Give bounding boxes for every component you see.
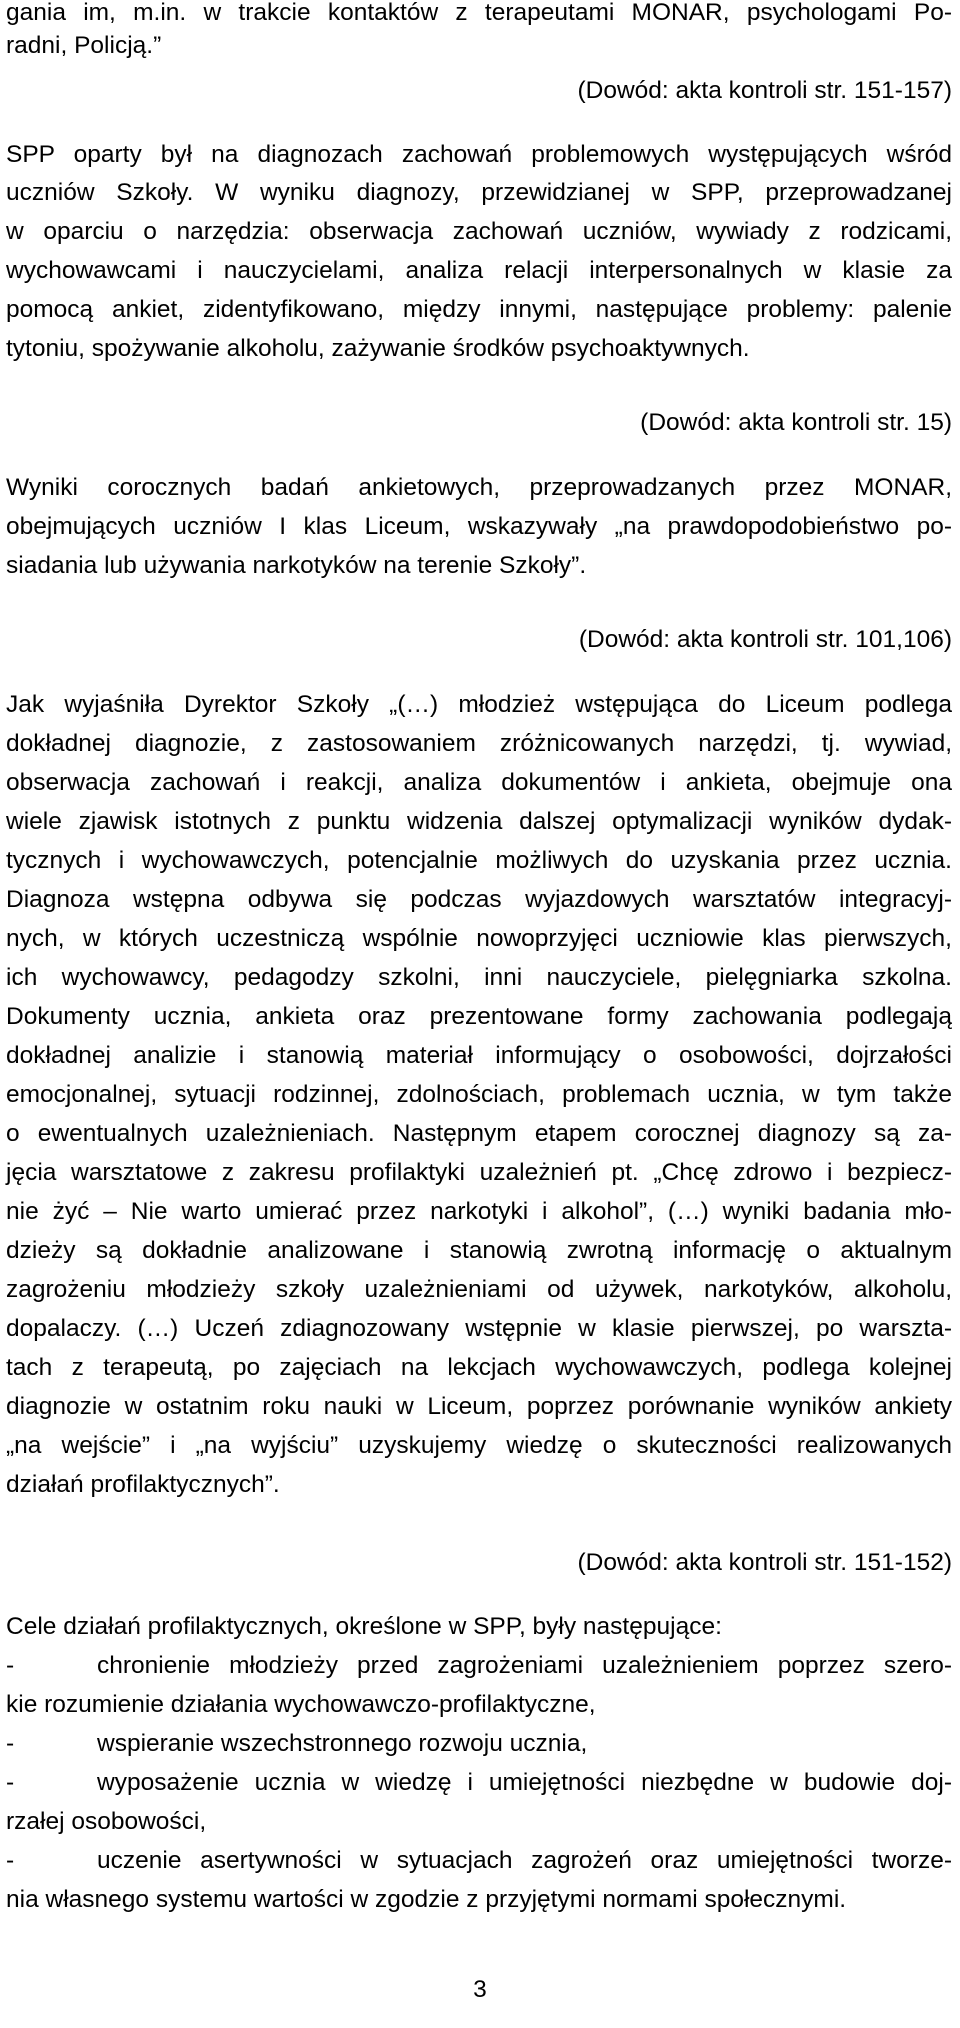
page-number: 3	[473, 1976, 487, 2003]
text-line: o ewentualnych uzależnieniach. Następnym etapem corocznej diagnozy są za-	[6, 1120, 952, 1147]
list-item-line: chronienie młodzieży przed zagrożeniami uzależnieniem poprzez szero-	[97, 1652, 952, 1679]
text-line: obejmujących uczniów I klas Liceum, wskazywały „na prawdopodobieństwo po-	[6, 513, 952, 540]
evidence-reference: (Dowód: akta kontroli str. 151-157)	[577, 77, 952, 104]
text-line: Dokumenty ucznia, ankieta oraz prezentowane formy zachowania podlegają	[6, 1003, 952, 1030]
text-line: siadania lub używania narkotyków na terenie Szkoły”.	[6, 552, 587, 579]
text-line: Diagnoza wstępna odbywa się podczas wyjazdowych warsztatów integracyj-	[6, 886, 952, 913]
text-line: tach z terapeutą, po zajęciach na lekcjach wychowawczych, podlega kolejnej	[6, 1354, 952, 1381]
list-intro: Cele działań profilaktycznych, określone w SPP, były następujące:	[6, 1613, 722, 1640]
text-line: nych, w których uczestniczą wspólnie nowoprzyjęci uczniowie klas pierwszych,	[6, 925, 952, 952]
text-line: radni, Policją.”	[6, 32, 162, 59]
text-line: dokładnej analizie i stanowią materiał informujący o osobowości, dojrzałości	[6, 1042, 952, 1069]
text-line: diagnozie w ostatnim roku nauki w Liceum, poprzez porównanie wyników ankiety	[6, 1393, 952, 1420]
text-line: działań profilaktycznych”.	[6, 1471, 280, 1498]
text-line: dokładnej diagnozie, z zastosowaniem zróżnicowanych narzędzi, tj. wywiad,	[6, 730, 952, 757]
text-line: tytoniu, spożywanie alkoholu, zażywanie środków psychoaktywnych.	[6, 335, 750, 362]
list-item-line: uczenie asertywności w sytuacjach zagrożeń oraz umiejętności tworze-	[97, 1847, 952, 1874]
text-line: obserwacja zachowań i reakcji, analiza dokumentów i ankieta, obejmuje ona	[6, 769, 952, 796]
text-line: wychowawcami i nauczycielami, analiza relacji interpersonalnych w klasie za	[6, 257, 952, 284]
list-bullet: -	[6, 1847, 15, 1874]
evidence-reference: (Dowód: akta kontroli str. 151-152)	[577, 1549, 952, 1576]
list-bullet: -	[6, 1769, 15, 1796]
text-line: tycznych i wychowawczych, potencjalnie możliwych do uzyskania przez ucznia.	[6, 847, 952, 874]
text-line: pomocą ankiet, zidentyfikowano, między innymi, następujące problemy: palenie	[6, 296, 952, 323]
text-line: nie żyć – Nie warto umierać przez narkotyki i alkohol”, (…) wyniki badania mło-	[6, 1198, 952, 1225]
text-line: wiele zjawisk istotnych z punktu widzenia dalszej optymalizacji wyników dydak-	[6, 808, 952, 835]
list-item-line: rzałej osobowości,	[6, 1808, 207, 1835]
evidence-reference: (Dowód: akta kontroli str. 15)	[640, 409, 952, 436]
text-line: emocjonalnej, sytuacji rodzinnej, zdolnościach, problemach ucznia, w tym także	[6, 1081, 952, 1108]
list-item-line: kie rozumienie działania wychowawczo-profilaktyczne,	[6, 1691, 596, 1718]
evidence-reference: (Dowód: akta kontroli str. 101,106)	[578, 626, 952, 653]
text-line: gania im, m.in. w trakcie kontaktów z terapeutami MONAR, psychologami Po-	[6, 0, 952, 26]
list-item-line: wspieranie wszechstronnego rozwoju ucznia,	[97, 1730, 588, 1757]
text-line: Wyniki corocznych badań ankietowych, przeprowadzanych przez MONAR,	[6, 474, 952, 501]
list-item-line: nia własnego systemu wartości w zgodzie z przyjętymi normami społecznymi.	[6, 1886, 847, 1913]
text-line: dopalaczy. (…) Uczeń zdiagnozowany wstępnie w klasie pierwszej, po warszta-	[6, 1315, 952, 1342]
text-line: ich wychowawcy, pedagodzy szkolni, inni nauczyciele, pielęgniarka szkolna.	[6, 964, 952, 991]
text-line: zagrożeniu młodzieży szkoły uzależnieniami od używek, narkotyków, alkoholu,	[6, 1276, 952, 1303]
text-line: „na wejście” i „na wyjściu” uzyskujemy wiedzę o skuteczności realizowanych	[6, 1432, 952, 1459]
text-line: Jak wyjaśniła Dyrektor Szkoły „(…) młodzież wstępująca do Liceum podlega	[6, 691, 952, 718]
list-bullet: -	[6, 1652, 15, 1679]
list-bullet: -	[6, 1730, 15, 1757]
text-line: w oparciu o narzędzia: obserwacja zachowań uczniów, wywiady z rodzicami,	[6, 218, 952, 245]
list-item-line: wyposażenie ucznia w wiedzę i umiejętności niezbędne w budowie doj-	[97, 1769, 952, 1796]
text-line: dzieży są dokładnie analizowane i stanowią zwrotną informację o aktualnym	[6, 1237, 952, 1264]
text-line: uczniów Szkoły. W wyniku diagnozy, przewidzianej w SPP, przeprowadzanej	[6, 179, 952, 206]
text-line: jęcia warsztatowe z zakresu profilaktyki uzależnień pt. „Chcę zdrowo i bezpiecz-	[6, 1159, 952, 1186]
text-line: SPP oparty był na diagnozach zachowań problemowych występujących wśród	[6, 141, 952, 168]
